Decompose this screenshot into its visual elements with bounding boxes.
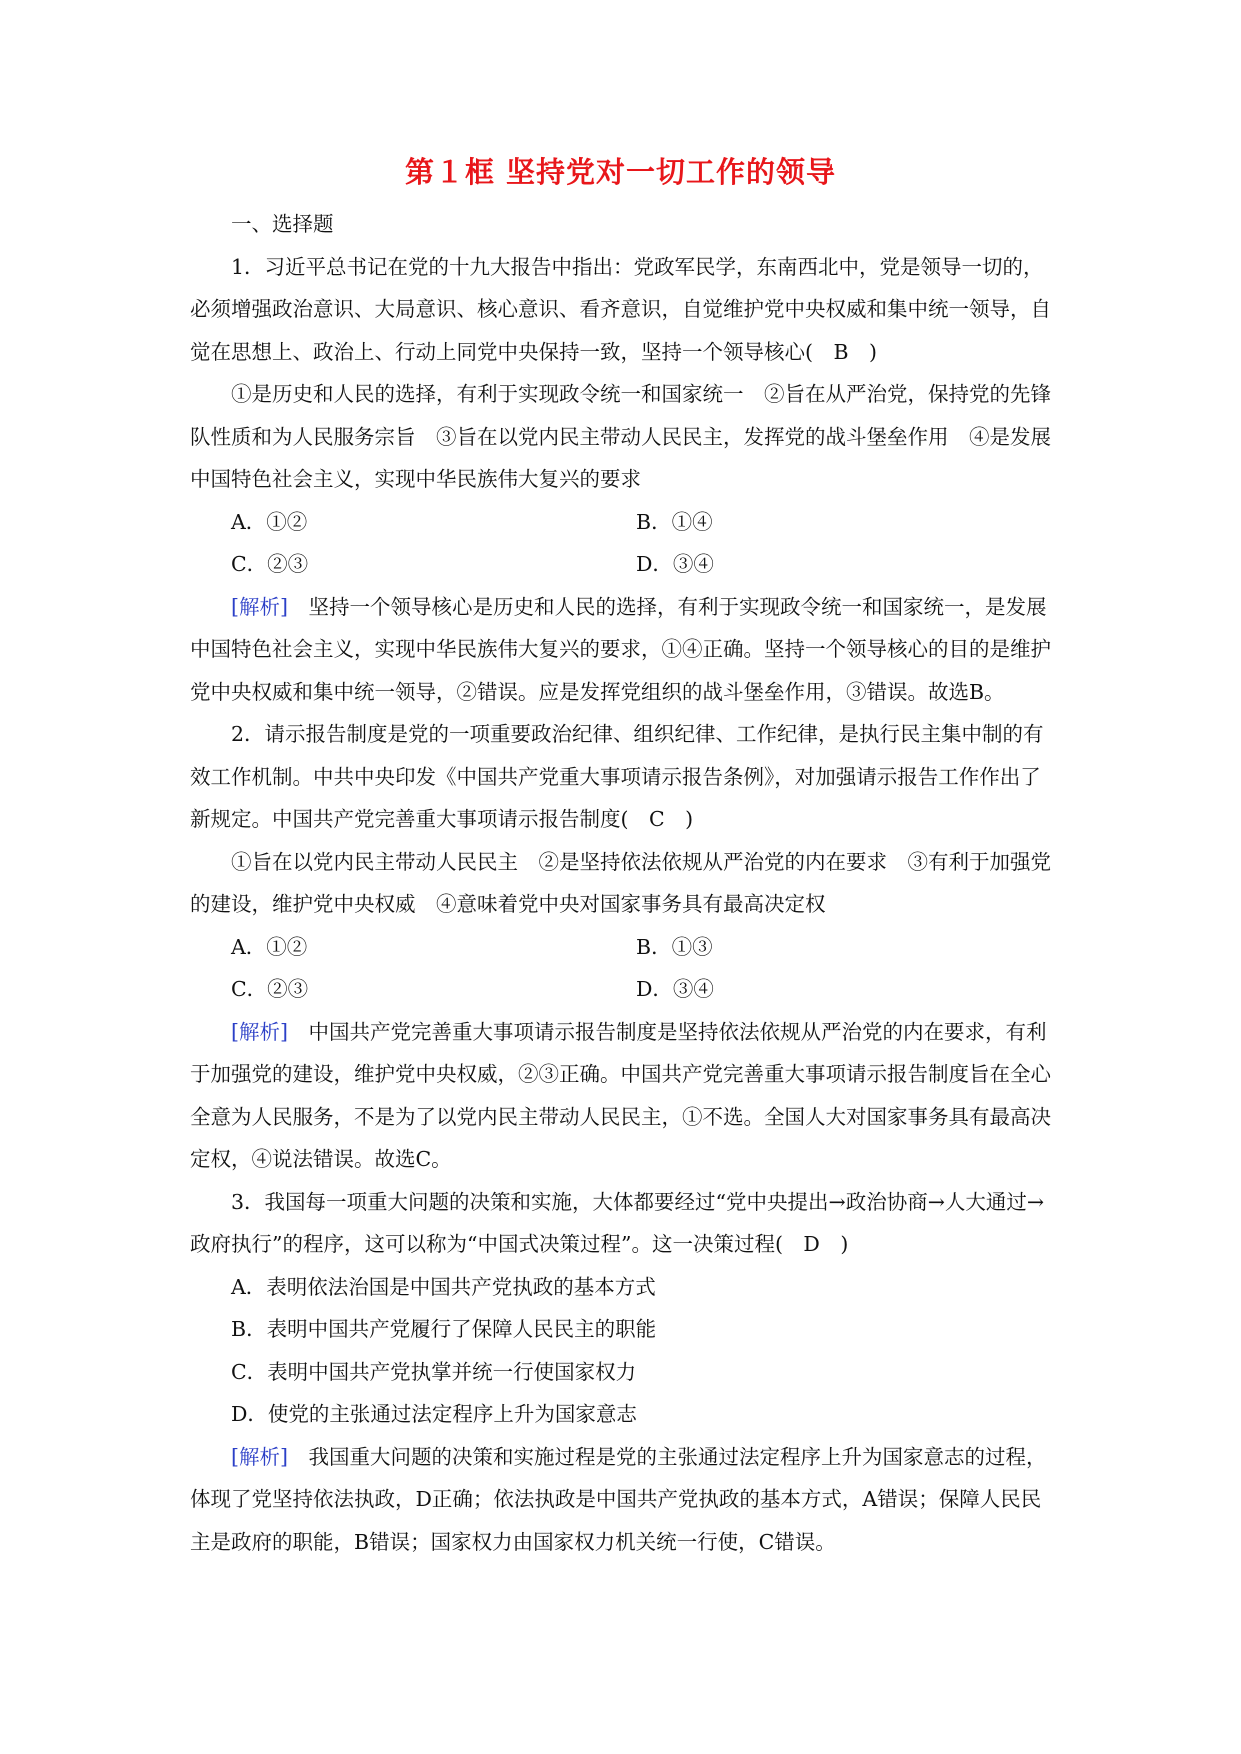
option-d: D．③④ xyxy=(636,552,714,576)
analysis-label: [解析] xyxy=(231,594,288,619)
question-1 xyxy=(190,246,1060,714)
section-heading: 一、选择题 xyxy=(231,212,334,236)
question-2 xyxy=(190,713,1060,1181)
option-c: C．②③ xyxy=(231,977,309,1001)
option-c: C．②③ xyxy=(231,552,309,576)
option-a: A．表明依法治国是中国共产党执政的基本方式 xyxy=(231,1274,656,1299)
option-b: B．表明中国共产党履行了保障人民民主的职能 xyxy=(231,1317,657,1341)
option-a: A．①② xyxy=(231,934,308,959)
analysis xyxy=(190,586,1060,714)
question-statements: ①是历史和人民的选择，有利于实现政令统一和国家统一 ②旨在从严治党，保持党的先锋队性质和为人民服务宗旨 ③旨在以党内民主带动人民民主，发挥党的战斗堡垒作用 ④是发展中国特色社会主义，实现中华民族伟大复兴的要求 xyxy=(190,382,1051,491)
analysis xyxy=(190,1436,1060,1564)
analysis-label: [解析] xyxy=(231,1444,288,1469)
document-content xyxy=(190,203,1060,1563)
options-row xyxy=(190,968,1060,1011)
options-row xyxy=(190,926,1060,969)
question-statements: ①旨在以党内民主带动人民民主 ②是坚持依法依规从严治党的内在要求 ③有利于加强党的建设，维护党中央权威 ④意味着党中央对国家事务具有最高决定权 xyxy=(190,849,1051,916)
analysis-text: 坚持一个领导核心是历史和人民的选择，有利于实现政令统一和国家统一，是发展中国特色社会主义，实现中华民族伟大复兴的要求，①④正确。坚持一个领导核心的目的是维护党中央权威和集中统一领导，②错误。应是发挥党组织的战斗堡垒作用，③错误。故选B。 xyxy=(190,594,1051,704)
options-row xyxy=(190,543,1060,586)
question-stem: 1．习近平总书记在党的十九大报告中指出：党政军民学，东南西北中，党是领导一切的，必须增强政治意识、大局意识、核心意识、看齐意识，自觉维护党中央权威和集中统一领导，自觉在思想上、政治上、行动上同党中央保持一致，坚持一个领导核心( B ) xyxy=(190,254,1051,364)
analysis-text: 中国共产党完善重大事项请示报告制度是坚持依法依规从严治党的内在要求，有利于加强党的建设，维护党中央权威，②③正确。中国共产党完善重大事项请示报告制度旨在全心全意为人民服务，不是为了以党内民主带动人民民主，①不选。全国人大对国家事务具有最高决定权，④说法错误。故选C。 xyxy=(190,1019,1051,1171)
option-b: B．①③ xyxy=(636,934,713,959)
options-row xyxy=(190,501,1060,544)
analysis xyxy=(190,1011,1060,1181)
option-d: D．使党的主张通过法定程序上升为国家意志 xyxy=(231,1402,637,1426)
option-c: C．表明中国共产党执掌并统一行使国家权力 xyxy=(231,1359,637,1384)
question-stem: 3．我国每一项重大问题的决策和实施，大体都要经过“党中央提出→政治协商→人大通过→政府执行”的程序，这可以称为“中国式决策过程”。这一决策过程( D ) xyxy=(190,1189,1045,1256)
option-b: B．①④ xyxy=(636,509,713,534)
question-3 xyxy=(190,1181,1060,1564)
option-d: D．③④ xyxy=(636,977,714,1001)
page-title: 第１框 坚持党对一切工作的领导 xyxy=(404,155,837,189)
option-a: A．①② xyxy=(231,509,308,534)
analysis-text: 我国重大问题的决策和实施过程是党的主张通过法定程序上升为国家意志的过程，体现了党坚持依法执政，D正确；依法执政是中国共产党执政的基本方式，A错误；保障人民民主是政府的职能，B错误；国家权力由国家权力机关统一行使，C错误。 xyxy=(190,1444,1047,1554)
question-stem: 2．请示报告制度是党的一项重要政治纪律、组织纪律、工作纪律，是执行民主集中制的有效工作机制。中共中央印发《中国共产党重大事项请示报告条例》，对加强请示报告工作作出了新规定。中国共产党完善重大事项请示报告制度( C ) xyxy=(190,722,1044,831)
analysis-label: [解析] xyxy=(231,1019,288,1044)
